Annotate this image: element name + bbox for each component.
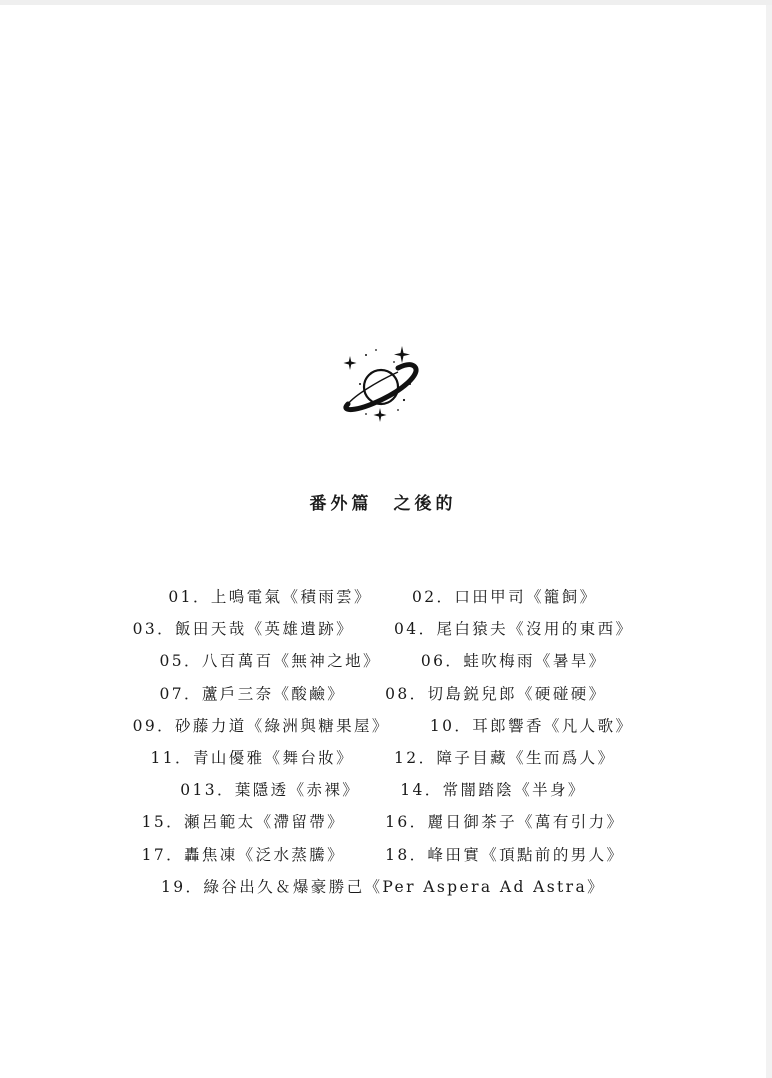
book-page [0, 5, 766, 1078]
toc-row [0, 644, 766, 676]
toc-entry: 03．飯田天哉《英雄遺跡》 [132, 620, 355, 639]
toc-row [0, 741, 766, 773]
section-title: 番外篇 之後的 [309, 494, 457, 514]
toc-row [0, 612, 766, 644]
toc-row [0, 709, 766, 741]
toc-entry: 013．葉隱透《赤裸》 [180, 781, 361, 800]
toc-entry: 15．瀬呂範太《滯留帶》 [141, 813, 346, 832]
toc-entry: 14．常闇踏陰《半身》 [400, 781, 586, 800]
toc-entry: 19．綠谷出久＆爆豪勝己《Per Aspera Ad Astra》 [160, 877, 606, 896]
toc-entry: 02．口田甲司《籠飼》 [411, 588, 598, 607]
toc-entry: 18．峰田實《頂點前的男人》 [385, 845, 625, 864]
toc-entry: 11．青山優雅《舞台妝》 [150, 749, 355, 768]
toc-row [0, 773, 766, 805]
toc-row [0, 838, 766, 870]
toc-entry: 06．蛙吹梅雨《暑旱》 [420, 652, 607, 671]
toc-entry: 05．八百萬百《無神之地》 [159, 652, 381, 671]
toc-entry: 16．麗日御茶子《萬有引力》 [385, 813, 625, 832]
toc-entry: 09．砂藤力道《綠洲與糖果屋》 [132, 716, 390, 735]
toc-row [0, 805, 766, 837]
toc-entry: 12．障子目藏《生而爲人》 [394, 749, 616, 768]
toc-entry: 04．尾白猿夫《沒用的東西》 [394, 620, 634, 639]
toc-entry: 17．轟焦凍《泛水蒸騰》 [141, 845, 346, 864]
toc-entry: 07．蘆戶三奈《酸鹼》 [159, 684, 346, 703]
table-of-contents [0, 580, 766, 902]
toc-entry: 08．切島鋭兒郎《硬碰硬》 [385, 684, 607, 703]
toc-entry: 10．耳郎響香《凡人歌》 [429, 716, 634, 735]
toc-row [0, 580, 766, 612]
toc-entry: 01．上鳴電氣《積雨雲》 [168, 588, 372, 607]
toc-row [0, 677, 766, 709]
toc-row [0, 870, 766, 902]
planet-with-stars-icon [336, 340, 426, 430]
